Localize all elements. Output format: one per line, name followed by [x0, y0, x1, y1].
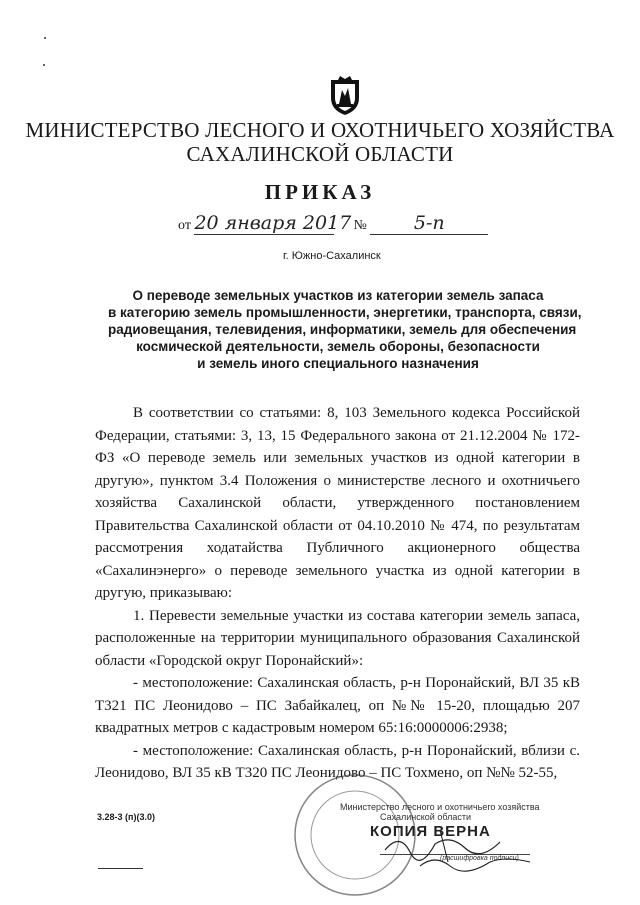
- city: г. Южно-Сахалинск: [283, 250, 381, 262]
- date-handwritten: 20 января 2017: [194, 212, 352, 234]
- signature-hint: (расшифровка подписи): [440, 855, 519, 862]
- title-line: и земель иного специального назначения: [197, 356, 479, 371]
- ministry-line-1: МИНИСТЕРСТВО ЛЕСНОГО И ОХОТНИЧЬЕГО ХОЗЯЙСТВА: [25, 118, 615, 142]
- location-1: - местоположение: Сахалинская область, р-н Поронайский, ВЛ 35 кВ Т321 ПС Леонидово – ПС Забайкалец, оп №№ 15-20, площадью 207 квадратных метров с кадастровым номером 65:16:0000006:2938;: [95, 675, 580, 736]
- footer-rule: [98, 868, 143, 869]
- margin-dot: [44, 37, 46, 39]
- copy-verified-label: КОПИЯ ВЕРНА: [370, 823, 491, 840]
- preamble: В соответствии со статьями: 8, 103 Земельного кодекса Российской Федерации, статьями: 3, 13, 15 Федерального закона от 21.12.2004 № 172-ФЗ «О переводе земель или земельных участков из одной категории в другую», пунктом 3.4 Положения о министерстве лесного и охотничьего хозяйства Сахалинской области, утвержденного постановлением Правительства Сахалинской области от 04.10.2010 № 474, по результатам рассмотрения ходатайства Публичного акционерного общества «Сахалинэнерго» о переводе земельного участка из одной категории в другую, приказываю:: [95, 405, 580, 601]
- title-line: О переводе земельных участков из категории земель запаса: [132, 288, 544, 303]
- title-line: в категорию земель промышленности, энергетики, транспорта, связи,: [108, 305, 582, 320]
- stamp-org-1: Министерство лесного и охотничьего хозяйства: [340, 802, 540, 812]
- date-number-line: [178, 212, 488, 235]
- ministry-name: [0, 118, 640, 166]
- handwritten-signature: [380, 822, 540, 872]
- number-prefix: №: [353, 218, 367, 233]
- item-1: 1. Перевести земельные участки из состава категории земель запаса, расположенные на территории муниципального образования Сахалинской области «Городской округ Поронайский»:: [95, 607, 580, 669]
- stamp-org-2: Сахалинской области: [380, 812, 471, 822]
- document-type: ПРИКАЗ: [264, 180, 376, 204]
- margin-dot: [43, 64, 45, 66]
- date-prefix: от: [178, 218, 191, 233]
- order-body: [95, 402, 580, 785]
- order-title: [108, 287, 582, 372]
- number-handwritten: 5-п: [370, 212, 488, 235]
- form-code: 3.28-3 (п)(3.0): [97, 812, 155, 822]
- coat-of-arms-icon: [328, 74, 362, 116]
- ministry-line-2: САХАЛИНСКОЙ ОБЛАСТИ: [186, 142, 454, 166]
- title-line: радиовещания, телевидения, информатики, земель для обеспечения: [108, 322, 577, 337]
- title-line: космической деятельности, земель обороны, безопасности: [136, 339, 540, 354]
- location-2: - местоположение: Сахалинская область, р-н Поронайский, вблизи с. Леонидово, ВЛ 35 кВ Т320 ПС Леонидово – ПС Тохмено, оп №№ 52-55,: [95, 742, 580, 781]
